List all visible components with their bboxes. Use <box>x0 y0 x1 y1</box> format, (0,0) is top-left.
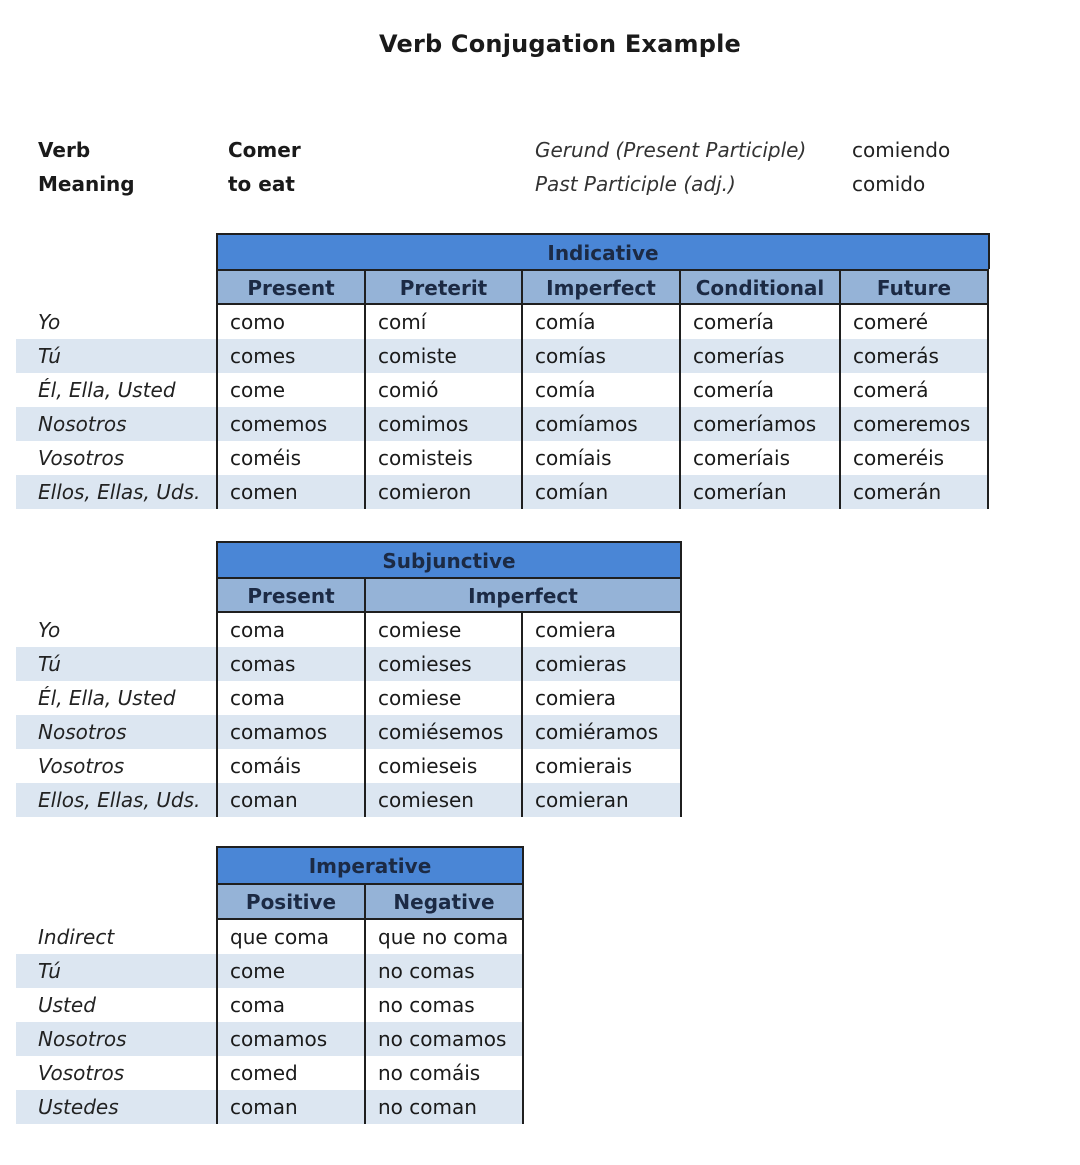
column-header: Imperfect <box>523 269 681 305</box>
conjugation-cell: que no coma <box>366 920 524 954</box>
conjugation-cell: comáis <box>216 749 366 783</box>
table-row <box>16 647 682 681</box>
pronoun-label: Usted <box>38 993 96 1017</box>
conjugation-cell: comes <box>216 339 366 373</box>
conjugation-cell: come <box>216 373 366 407</box>
conjugation-cell: no comas <box>366 954 524 988</box>
conjugation-cell: comierais <box>523 749 682 783</box>
indicative-title: Indicative <box>216 233 990 269</box>
conjugation-cell: comiera <box>523 681 682 715</box>
conjugation-cell: come <box>216 954 366 988</box>
pronoun-label: Él, Ella, Usted <box>38 378 176 402</box>
conjugation-cell: comieseis <box>366 749 523 783</box>
conjugation-cell: comisteis <box>366 441 523 475</box>
gerund-label: Gerund (Present Participle) <box>535 138 807 162</box>
meaning-value: to eat <box>228 172 295 196</box>
conjugation-cell: comiesen <box>366 783 523 817</box>
conjugation-cell: coméis <box>216 441 366 475</box>
conjugation-cell: comieron <box>366 475 523 509</box>
conjugation-cell: comiera <box>523 613 682 647</box>
pronoun-label: Vosotros <box>38 446 125 470</box>
conjugation-cell: comerá <box>841 373 989 407</box>
table-row <box>16 715 682 749</box>
conjugation-cell: comiese <box>366 681 523 715</box>
table-row <box>16 339 990 373</box>
pronoun-label: Indirect <box>38 925 115 949</box>
pronoun-label: Tú <box>16 339 216 373</box>
conjugation-cell: comería <box>681 305 841 339</box>
pronoun-label: Yo <box>38 618 61 642</box>
meaning-label: Meaning <box>38 172 135 196</box>
conjugation-cell: comiese <box>366 613 523 647</box>
conjugation-cell: comas <box>216 647 366 681</box>
conjugation-cell: comía <box>523 305 681 339</box>
page-title: Verb Conjugation Example <box>379 30 741 58</box>
conjugation-cell: coma <box>216 988 366 1022</box>
conjugation-cell: que coma <box>216 920 366 954</box>
pronoun-label: Vosotros <box>38 1061 125 1085</box>
conjugation-cell: comía <box>523 373 681 407</box>
pronoun-label: Yo <box>38 310 61 334</box>
conjugation-cell: comimos <box>366 407 523 441</box>
pronoun-label: Ellos, Ellas, Uds. <box>16 475 216 509</box>
conjugation-cell: coma <box>216 681 366 715</box>
table-row <box>16 373 990 407</box>
gerund-value: comiendo <box>852 138 951 162</box>
table-row <box>16 783 682 817</box>
pronoun-label: Él, Ella, Usted <box>38 686 176 710</box>
imperative-title: Imperative <box>216 846 524 883</box>
conjugation-cell: no comáis <box>366 1056 524 1090</box>
conjugation-cell: comiéramos <box>523 715 682 749</box>
conjugation-cell: comeréis <box>841 441 989 475</box>
conjugation-cell: no comamos <box>366 1022 524 1056</box>
pronoun-label: Tú <box>16 647 216 681</box>
conjugation-cell: comen <box>216 475 366 509</box>
conjugation-cell: no comas <box>366 988 524 1022</box>
subjunctive-table <box>16 541 682 817</box>
verb-value: Comer <box>228 138 301 162</box>
conjugation-cell: comiste <box>366 339 523 373</box>
column-header: Preterit <box>366 269 523 305</box>
subjunctive-title: Subjunctive <box>216 541 682 577</box>
conjugation-cell: coma <box>216 613 366 647</box>
pronoun-label: Nosotros <box>16 715 216 749</box>
pronoun-label: Tú <box>16 954 216 988</box>
indicative-table <box>16 233 990 509</box>
conjugation-cell: comeremos <box>841 407 989 441</box>
imperative-table <box>16 846 524 1124</box>
pronoun-label: Ellos, Ellas, Uds. <box>16 783 216 817</box>
table-row <box>16 749 682 783</box>
table-row <box>16 988 524 1022</box>
table-row <box>16 1056 524 1090</box>
table-row <box>16 441 990 475</box>
column-header: Future <box>841 269 989 305</box>
conjugation-cell: comerían <box>681 475 841 509</box>
conjugation-cell: comerías <box>681 339 841 373</box>
column-header: Present <box>216 269 366 305</box>
conjugation-cell: comíamos <box>523 407 681 441</box>
conjugation-cell: comían <box>523 475 681 509</box>
conjugation-cell: comías <box>523 339 681 373</box>
conjugation-cell: comieran <box>523 783 682 817</box>
pronoun-label: Vosotros <box>38 754 125 778</box>
table-row <box>16 1090 524 1124</box>
verb-label: Verb <box>38 138 91 162</box>
conjugation-cell: comeríais <box>681 441 841 475</box>
pronoun-label: Ustedes <box>16 1090 216 1124</box>
column-header: Negative <box>366 883 524 920</box>
table-row <box>16 407 990 441</box>
conjugation-cell: como <box>216 305 366 339</box>
conjugation-cell: comieses <box>366 647 523 681</box>
column-header: Conditional <box>681 269 841 305</box>
table-row <box>16 613 682 647</box>
table-row <box>16 954 524 988</box>
conjugation-cell: comí <box>366 305 523 339</box>
column-header: Positive <box>216 883 366 920</box>
conjugation-cell: comió <box>366 373 523 407</box>
table-row <box>16 681 682 715</box>
table-row <box>16 920 524 954</box>
conjugation-cell: comamos <box>216 715 366 749</box>
participle-label: Past Participle (adj.) <box>535 172 736 196</box>
conjugation-cell: comemos <box>216 407 366 441</box>
table-row <box>16 1022 524 1056</box>
column-header: Present <box>216 577 366 613</box>
conjugation-cell: comamos <box>216 1022 366 1056</box>
column-header: Imperfect <box>366 577 682 613</box>
conjugation-cell: comería <box>681 373 841 407</box>
conjugation-cell: comerás <box>841 339 989 373</box>
conjugation-cell: comieras <box>523 647 682 681</box>
conjugation-cell: comíais <box>523 441 681 475</box>
conjugation-cell: comeré <box>841 305 989 339</box>
conjugation-cell: coman <box>216 783 366 817</box>
conjugation-cell: comerán <box>841 475 989 509</box>
conjugation-cell: no coman <box>366 1090 524 1124</box>
pronoun-label: Nosotros <box>16 407 216 441</box>
participle-value: comido <box>852 172 926 196</box>
table-row <box>16 475 990 509</box>
conjugation-cell: coman <box>216 1090 366 1124</box>
pronoun-label: Nosotros <box>16 1022 216 1056</box>
conjugation-cell: comed <box>216 1056 366 1090</box>
table-row <box>16 305 990 339</box>
conjugation-cell: comeríamos <box>681 407 841 441</box>
conjugation-cell: comiésemos <box>366 715 523 749</box>
